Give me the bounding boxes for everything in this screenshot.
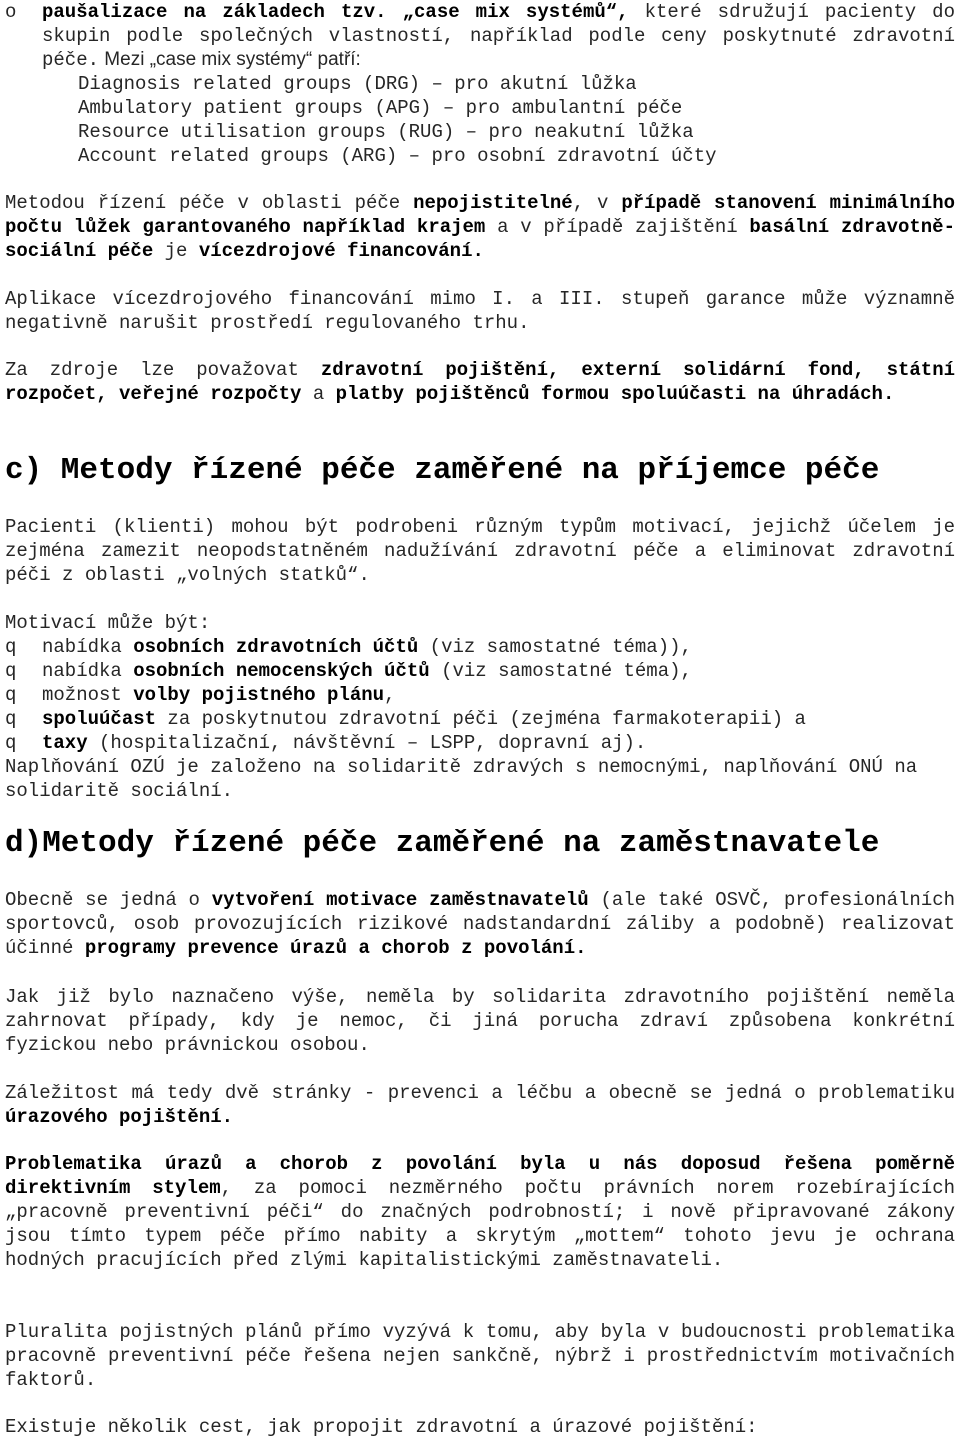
paragraph-pluralita: Pluralita pojistných plánů přímo vyzývá k tomu, aby byla v budoucnosti problematika pracovně preventivní péče řešena nejen sankčně, nýbrž i prostřednictvím motivačních faktorů. bbox=[5, 1321, 955, 1391]
motivation-title: Motivací může být: bbox=[5, 612, 211, 634]
heading-d: d)Metody řízené péče zaměřené na zaměstnavatele bbox=[5, 826, 880, 861]
heading-c: c) Metody řízené péče zaměřené na příjemce péče bbox=[5, 453, 880, 488]
list-item: q taxy (hospitalizační, návštěvní – LSPP, dopravní aj). bbox=[5, 732, 647, 754]
paragraph-obecne: Obecně se jedná o vytvoření motivace zaměstnavatelů (ale také OSVČ, profesionálních sportovců, osob provozujících rizikové nadstandardní záliby a podobně) realizovat účinné programy prevence úrazů a chorob z povolání. bbox=[5, 889, 956, 959]
paragraph-zdroje: Za zdroje lze považovat zdravotní pojištění, externí solidární fond, státní rozpočet, veřejné rozpočty a platby pojištěnců formou spoluúčasti na úhradách. bbox=[5, 359, 955, 405]
paragraph-pacienti: Pacienti (klienti) mohou být podrobeni různým typům motivací, jejichž účelem je zejména zamezit neopodstatněném nadužívání zdravotní péče a eliminovat zdravotní péči z oblasti „volných statků“. bbox=[5, 516, 955, 586]
paragraph-zalezitost: Záležitost má tedy dvě stránky - prevenci a léčbu a obecně se jedná o problematiku úrazového pojištění. bbox=[5, 1082, 955, 1128]
list-item: Resource utilisation groups (RUG) – pro neakutní lůžka bbox=[78, 121, 694, 143]
list-item: q spoluúčast za poskytnutou zdravotní péči (zejména farmakoterapii) a bbox=[5, 708, 806, 730]
bullet-marker: o bbox=[5, 1, 17, 23]
bullet-marker: q bbox=[5, 636, 17, 658]
list-item: Ambulatory patient groups (APG) – pro ambulantní péče bbox=[78, 97, 683, 119]
paragraph-nepojistitelne: Metodou řízení péče v oblasti péče nepojistitelné, v případě stanovení minimálního počtu lůžek garantovaného například krajem a v případě zajištění basální zdravotně-sociální péče je vícezdrojové financování. bbox=[5, 192, 956, 262]
paragraph-problematika: Problematika úrazů a chorob z povolání byla u nás doposud řešena poměrně direktivním stylem, za pomoci nezměrného počtu právních norem rozebírajících „pracovně preventivní péči“ do značných podrobností; i nově připravované zákony jsou tímto typem péče přímo nabity a skrytým „mottem“ tohoto jevu je ochrana hodných pracujících před zlými kapitalistickými zaměstnavateli. bbox=[5, 1153, 956, 1271]
intro-bullet-item bbox=[5, 0, 955, 72]
motivation-footer: Naplňování OZÚ je založeno na solidaritě zdravých s nemocnými, naplňování ONÚ na solidaritě sociální. bbox=[5, 756, 918, 802]
list-item: Diagnosis related groups (DRG) – pro akutní lůžka bbox=[78, 73, 637, 95]
motivation-section bbox=[5, 611, 955, 803]
paragraph-solidarita: Jak již bylo naznačeno výše, neměla by solidarita zdravotního pojištění neměla zahrnovat případy, kdy je nemoc, či jiná porucha zdraví způsobena konkrétní fyzickou nebo právnickou osobou. bbox=[5, 986, 955, 1056]
paragraph-aplikace: Aplikace vícezdrojového financování mimo I. a III. stupeň garance může významně negativně narušit prostředí regulovaného trhu. bbox=[5, 288, 955, 334]
bullet-marker: q bbox=[5, 660, 17, 682]
list-item: q nabídka osobních nemocenských účtů (viz samostatné téma), bbox=[5, 660, 692, 682]
paragraph-existuje: Existuje několik cest, jak propojit zdravotní a úrazové pojištění: bbox=[5, 1416, 758, 1438]
bullet-marker: q bbox=[5, 684, 17, 706]
bullet-marker: q bbox=[5, 732, 17, 754]
list-item: q možnost volby pojistného plánu, bbox=[5, 684, 396, 706]
intro-section bbox=[5, 0, 955, 168]
bullet-marker: q bbox=[5, 708, 17, 730]
list-item: Account related groups (ARG) – pro osobní zdravotní účty bbox=[78, 145, 717, 167]
case-mix-list bbox=[78, 72, 955, 168]
list-item: q nabídka osobních zdravotních účtů (viz samostatné téma)), bbox=[5, 636, 692, 658]
intro-paragraph: paušalizace na základech tzv. „case mix systémů“, které sdružují pacienty do skupin podle společných vlastností, například podle ceny poskytnuté zdravotní péče. Mezi „case mix systémy“ patří: bbox=[42, 1, 955, 71]
